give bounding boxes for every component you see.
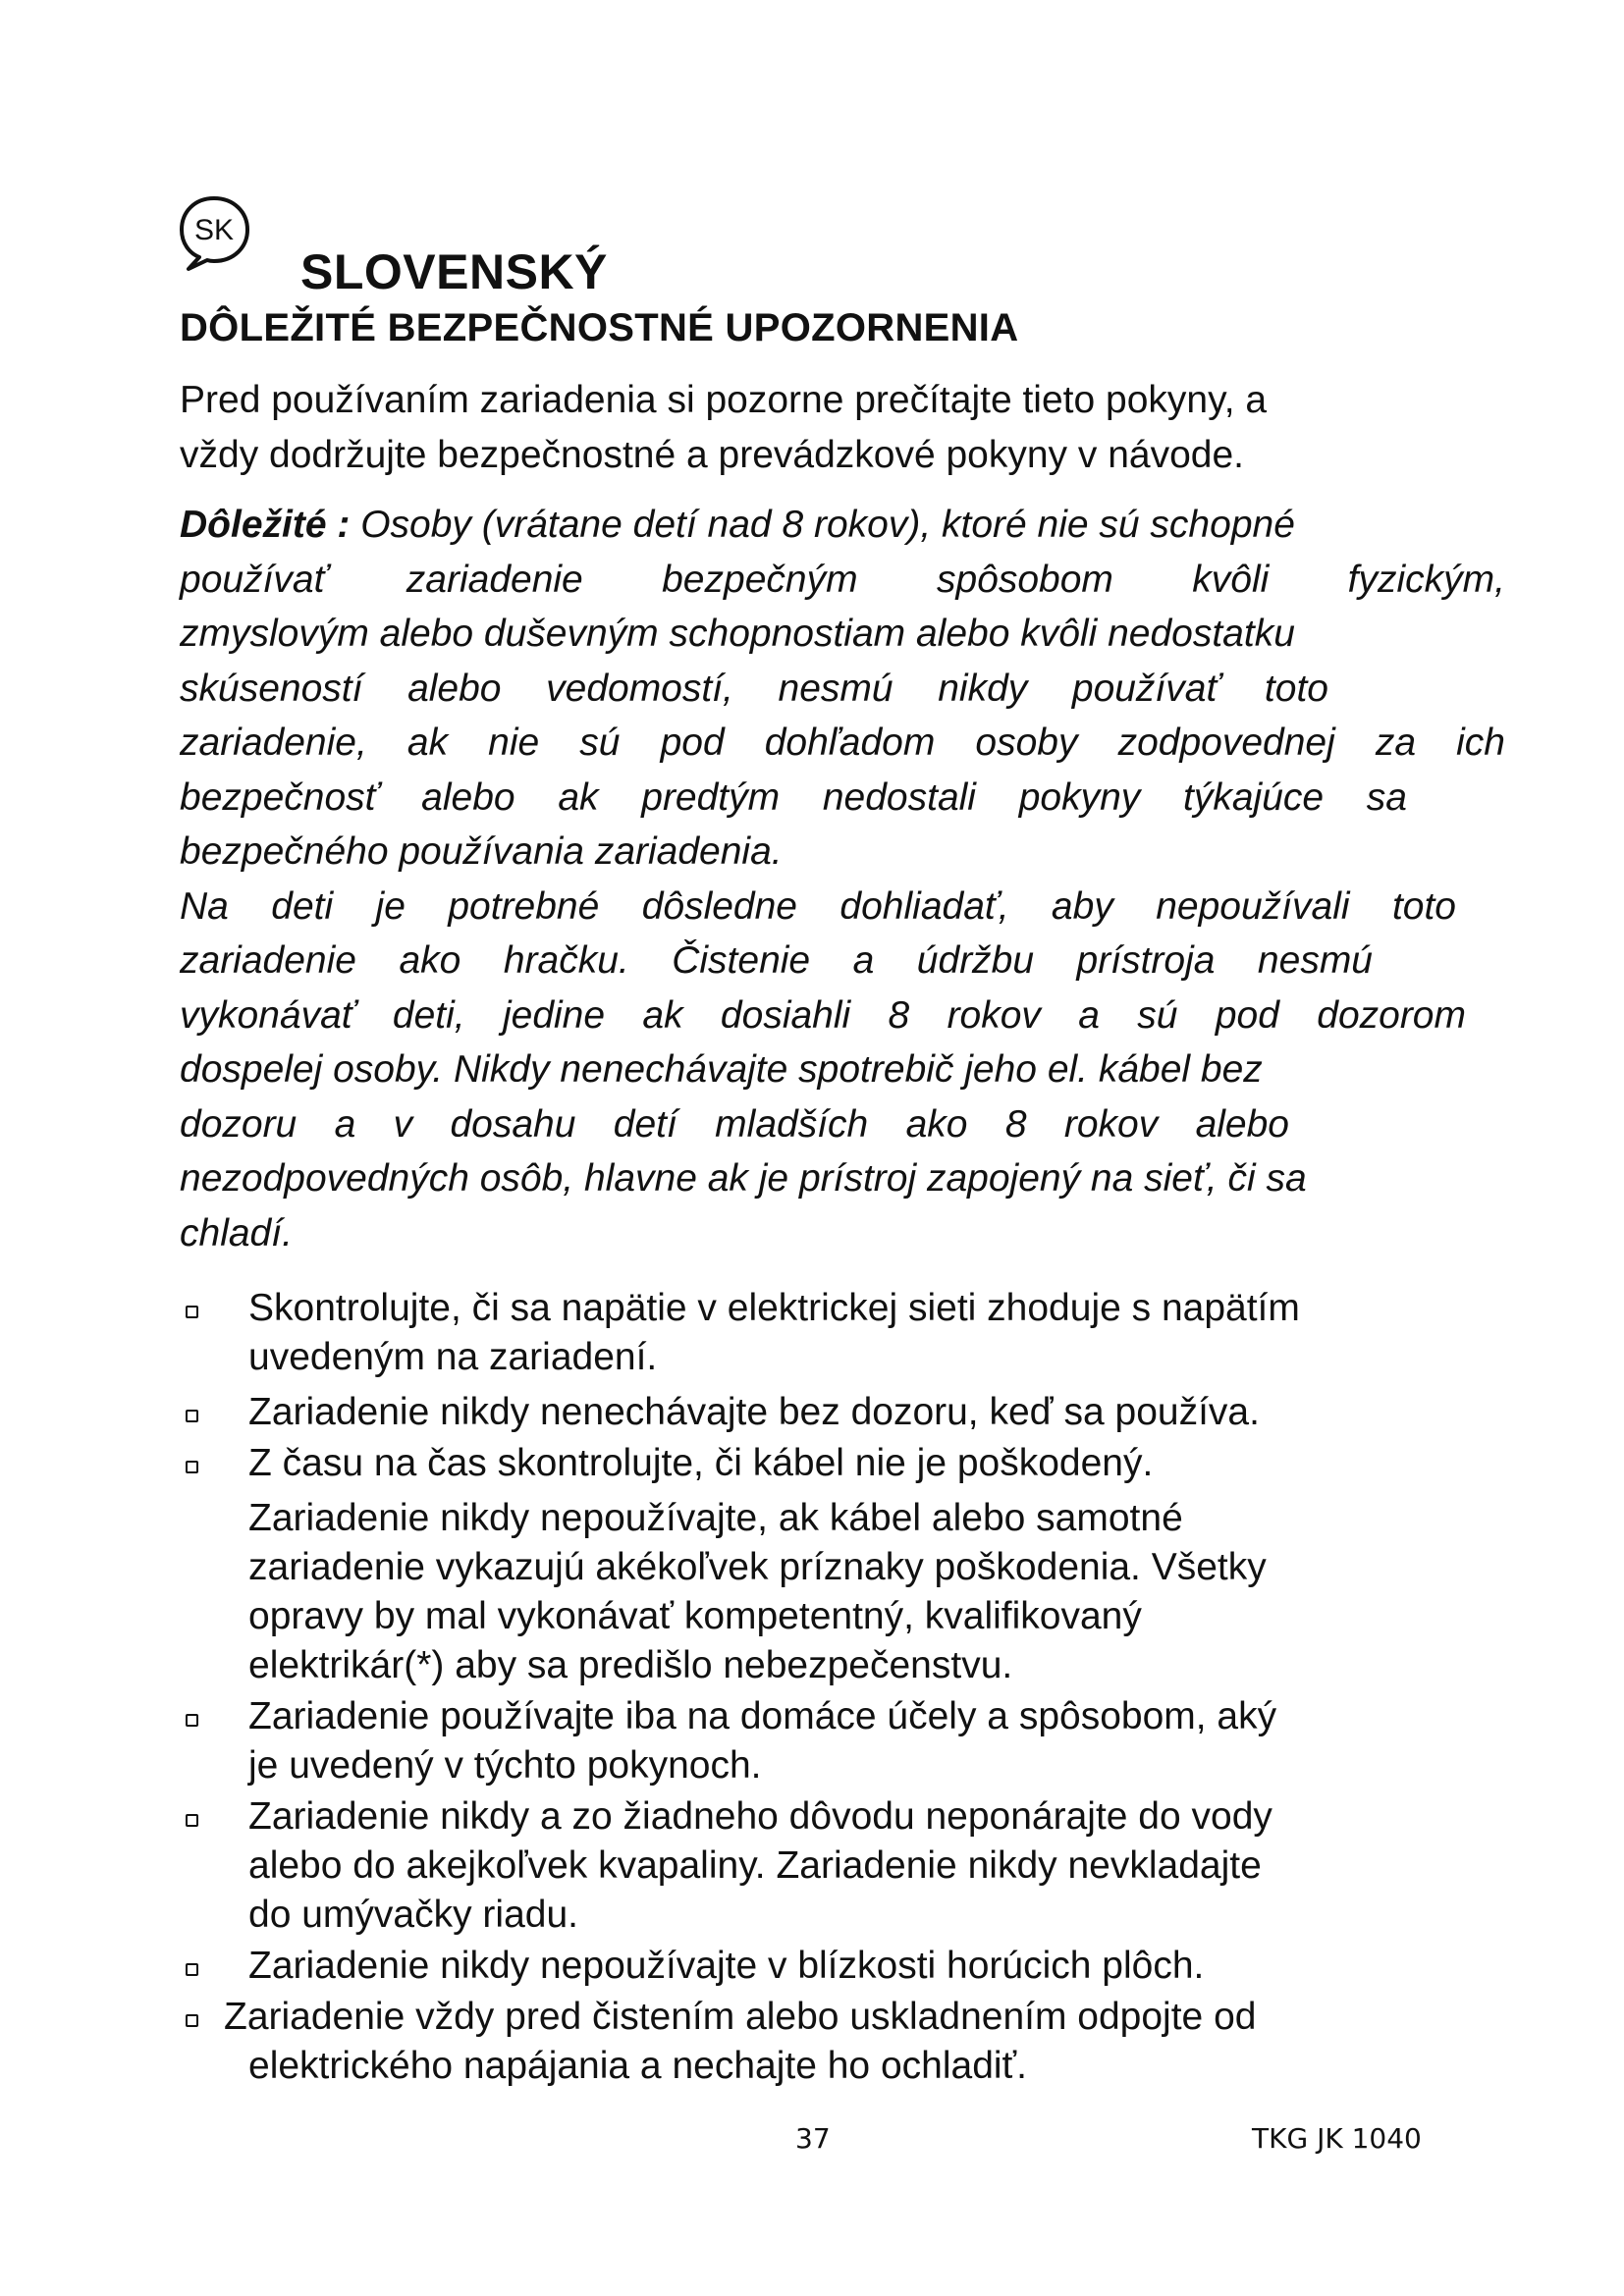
warning-line: bezpečnosť alebo ak predtým nedostali pokyny týkajúce sa xyxy=(180,775,1407,819)
bullet-item xyxy=(180,1942,1456,1991)
checkbox-bullet-icon xyxy=(186,2014,198,2027)
bullet-line: je uvedený v týchto pokynoch. xyxy=(248,1744,762,1787)
model-number: TKG JK 1040 xyxy=(1252,2122,1422,2155)
bullet-line: Zariadenie nikdy nenechávajte bez dozoru, keď sa používa. xyxy=(248,1391,1260,1433)
checkbox-bullet-icon xyxy=(186,1963,198,1976)
bullet-line: do umývačky riadu. xyxy=(248,1894,578,1936)
bullet-line: elektrického napájania a nechajte ho ochladiť. xyxy=(248,2045,1028,2087)
warning-lead: Dôležité : xyxy=(180,504,351,546)
bullet-item xyxy=(180,1993,1456,2091)
important-warning-paragraph xyxy=(180,498,1505,1260)
checkbox-bullet-icon xyxy=(186,1461,198,1473)
bullet-item xyxy=(180,1439,1456,1690)
bullet-line: Z času na čas skontrolujte, či kábel nie je poškodený. xyxy=(248,1442,1154,1484)
bullet-line: Zariadenie nikdy a zo žiadneho dôvodu neponárajte do vody xyxy=(248,1795,1272,1838)
bullet-line: Zariadenie vždy pred čistením alebo uskladnením odpojte od xyxy=(224,1996,1257,2038)
checkbox-bullet-icon xyxy=(186,1714,198,1727)
bullet-line: Skontrolujte, či sa napätie v elektrickej sieti zhoduje s napätím xyxy=(248,1287,1300,1329)
bullet-line: opravy by mal vykonávať kompetentný, kvalifikovaný xyxy=(248,1595,1142,1637)
page-number: 37 xyxy=(795,2122,831,2155)
sk-language-badge-icon xyxy=(175,192,255,273)
bullet-line: alebo do akejkoľvek kvapaliny. Zariadenie nikdy nevkladajte xyxy=(248,1844,1262,1887)
intro-line: vždy dodržujte bezpečnostné a prevádzkové pokyny v návode. xyxy=(180,434,1245,476)
warning-line: skúseností alebo vedomostí, nesmú nikdy používať toto xyxy=(180,667,1328,710)
bullet-item xyxy=(180,1692,1456,1790)
warning-line: zariadenie ako hračku. Čistenie a údržbu prístroja nesmú xyxy=(180,939,1373,982)
warning-line: Na deti je potrebné dôsledne dohliadať, aby nepoužívali toto xyxy=(180,884,1456,928)
warning-line: používať zariadenie bezpečným spôsobom kvôli fyzickým, xyxy=(180,558,1505,601)
checkbox-bullet-icon xyxy=(186,1410,198,1422)
warning-first-line: Osoby (vrátane detí nad 8 rokov), ktoré nie sú schopné xyxy=(350,504,1295,546)
intro-line: Pred používaním zariadenia si pozorne prečítajte tieto pokyny, a xyxy=(180,379,1268,421)
bullet-line: zariadenie vykazujú akékoľvek príznaky poškodenia. Všetky xyxy=(248,1546,1267,1588)
intro-paragraph xyxy=(180,373,1456,483)
warning-line: zmyslovým alebo duševným schopnostiam alebo kvôli nedostatku xyxy=(180,613,1295,655)
bullet-item xyxy=(180,1792,1456,1940)
section-title: DÔLEŽITÉ BEZPEČNOSTNÉ UPOZORNENIA xyxy=(180,306,1019,349)
warning-line xyxy=(180,498,1505,553)
bullet-line: Zariadenie nikdy nepoužívajte, ak kábel alebo samotné xyxy=(248,1497,1183,1539)
safety-bullet-list xyxy=(180,1284,1456,2091)
warning-line: dospelej osoby. Nikdy nenechávajte spotrebič jeho el. kábel bez xyxy=(180,1048,1263,1091)
warning-line: dozoru a v dosahu detí mladších ako 8 rokov alebo xyxy=(180,1102,1289,1146)
bullet-item xyxy=(180,1284,1456,1382)
warning-line: bezpečného používania zariadenia. xyxy=(180,830,783,873)
language-title: SLOVENSKÝ xyxy=(300,244,608,299)
bullet-line: Zariadenie používajte iba na domáce účely a spôsobom, aký xyxy=(248,1695,1277,1737)
bullet-line: elektrikár(*) aby sa predišlo nebezpečenstvu. xyxy=(248,1644,1013,1686)
warning-line: vykonávať deti, jedine ak dosiahli 8 rokov a sú pod dozorom xyxy=(180,993,1466,1037)
checkbox-bullet-icon xyxy=(186,1306,198,1318)
warning-line: nezodpovedných osôb, hlavne ak je prístroj zapojený na sieť, či sa xyxy=(180,1157,1307,1200)
bullet-item xyxy=(180,1388,1456,1437)
bullet-line: uvedeným na zariadení. xyxy=(248,1336,658,1378)
warning-line: chladí. xyxy=(180,1211,293,1255)
badge-label: SK xyxy=(193,214,235,246)
warning-line: zariadenie, ak nie sú pod dohľadom osoby zodpovednej za ich xyxy=(180,721,1505,764)
bullet-line: Zariadenie nikdy nepoužívajte v blízkosti horúcich plôch. xyxy=(248,1945,1205,1987)
checkbox-bullet-icon xyxy=(186,1814,198,1827)
